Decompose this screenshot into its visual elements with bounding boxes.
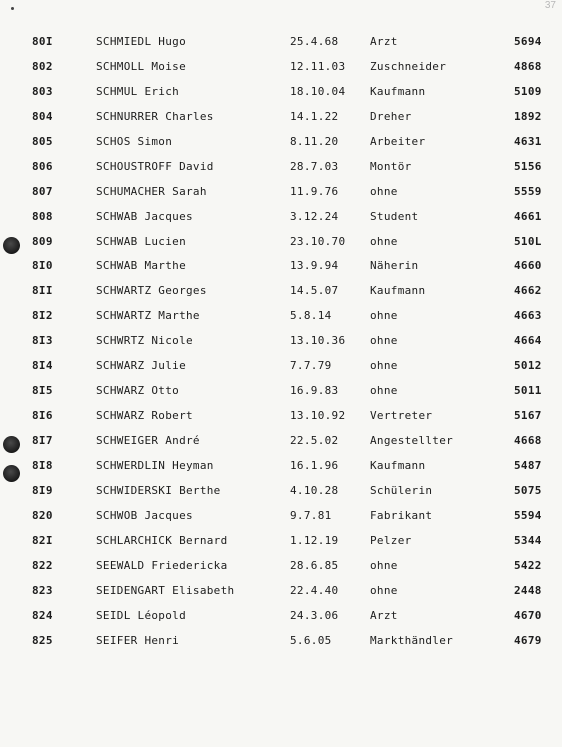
roster-row [0,106,562,131]
person-name: SCHWARZ Julie [96,359,186,373]
birth-date: 8.11.20 [290,134,339,148]
roster-row [0,156,562,181]
roster-row [0,505,562,530]
entry-number: 820 [32,508,53,522]
reference-code: 5012 [514,359,542,373]
birth-date: 9.7.81 [290,508,332,522]
reference-code: 4663 [514,309,542,323]
roster-row [0,355,562,380]
roster-row [0,530,562,555]
occupation: Arzt [370,35,398,48]
birth-date: 3.12.24 [290,209,339,223]
occupation: Vertreter [370,409,433,423]
birth-date: 22.4.40 [290,583,339,597]
reference-code: 4661 [514,209,542,223]
occupation: ohne [370,334,398,348]
roster-row [0,405,562,430]
person-name: SCHLARCHICK Bernard [96,533,228,547]
occupation: ohne [370,558,398,572]
reference-code: 4868 [514,59,542,73]
birth-date: 5.6.05 [290,633,332,647]
occupation: Student [370,209,419,223]
person-name: SCHWIDERSKI Berthe [96,483,221,497]
entry-number: 822 [32,558,53,572]
entry-number: 823 [32,583,53,597]
person-name: SCHWRTZ Nicole [96,334,193,348]
roster-row [0,380,562,405]
person-name: SCHMOLL Moise [96,59,186,73]
entry-number: 802 [32,59,53,73]
reference-code: 4631 [514,134,542,148]
occupation: ohne [370,234,398,248]
person-name: SCHUMACHER Sarah [96,184,207,198]
roster-row [0,181,562,206]
roster-row [0,206,562,231]
entry-number: 825 [32,633,53,647]
occupation: ohne [370,359,398,373]
entry-number: 809 [32,234,53,248]
roster-row [0,555,562,580]
birth-date: 23.10.70 [290,234,346,248]
birth-date: 14.5.07 [290,284,339,298]
birth-date: 13.10.36 [290,334,346,348]
roster-row [0,480,562,505]
occupation: Arbeiter [370,134,426,148]
roster-row [0,630,562,655]
person-name: SCHWARZ Robert [96,409,193,423]
reference-code: 5344 [514,533,542,547]
roster-row [0,305,562,330]
occupation: Kaufmann [370,284,426,298]
person-name: SCHWARZ Otto [96,384,180,398]
person-name: SCHWAB Jacques [96,209,193,223]
entry-number: 8I4 [32,359,53,373]
roster-row [0,430,562,455]
person-name: SEIDL Léopold [96,608,186,622]
reference-code: 1892 [514,109,542,123]
entry-number: 8I5 [32,384,53,398]
occupation: Pelzer [370,533,412,547]
birth-date: 13.10.92 [290,409,346,423]
occupation: ohne [370,184,398,198]
reference-code: 5156 [514,159,542,173]
roster-row [0,255,562,280]
occupation: Fabrikant [370,508,433,522]
occupation: Montör [370,159,412,173]
person-name: SCHWOB Jacques [96,508,193,522]
entry-number: 807 [32,184,53,198]
occupation: Markthändler [370,633,454,647]
person-name: SCHWEIGER André [96,434,200,447]
reference-code: 5011 [514,384,542,398]
person-name: SCHOUSTROFF David [96,159,214,173]
entry-number: 805 [32,134,53,148]
birth-date: 16.9.83 [290,384,339,398]
entry-number: 8I0 [32,259,53,273]
person-name: SCHWAB Lucien [96,234,186,248]
reference-code: 4668 [514,434,542,447]
birth-date: 7.7.79 [290,359,332,373]
birth-date: 28.7.03 [290,159,339,173]
occupation: ohne [370,583,398,597]
birth-date: 18.10.04 [290,84,346,98]
birth-date: 14.1.22 [290,109,339,123]
occupation: ohne [370,384,398,398]
birth-date: 11.9.76 [290,184,339,198]
reference-code: 4679 [514,633,542,647]
person-name: SCHWERDLIN Heyman [96,458,214,472]
birth-date: 28.6.85 [290,558,339,572]
reference-code: 4670 [514,608,542,622]
reference-code: 5167 [514,409,542,423]
person-name: SEIDENGART Elisabeth [96,583,235,597]
person-name: SCHWARTZ Georges [96,284,207,298]
roster-row [0,280,562,305]
roster-row [0,231,562,256]
entry-number: 803 [32,84,53,98]
corner-annotation: 37 [544,0,556,11]
reference-code: 2448 [514,583,542,597]
entry-number: 8II [32,284,53,298]
person-name: SCHWARTZ Marthe [96,309,200,323]
occupation: ohne [370,309,398,323]
occupation: Näherin [370,259,419,273]
birth-date: 24.3.06 [290,608,339,622]
reference-code: 510L [514,234,542,248]
entry-number: 808 [32,209,53,223]
person-name: SEEWALD Friedericka [96,558,228,572]
reference-code: 4662 [514,284,542,298]
occupation: Zuschneider [370,59,447,73]
birth-date: 5.8.14 [290,309,332,323]
person-name: SEIFER Henri [96,633,180,647]
roster-row [0,131,562,156]
roster-row [0,31,562,56]
occupation: Kaufmann [370,458,426,472]
reference-code: 5422 [514,558,542,572]
occupation: Dreher [370,109,412,123]
reference-code: 5487 [514,458,542,472]
roster-row [0,580,562,605]
birth-date: 4.10.28 [290,483,339,497]
entry-number: 824 [32,608,53,622]
reference-code: 5109 [514,84,542,98]
person-name: SCHMUL Erich [96,84,180,98]
entry-number: 8I3 [32,334,53,348]
entry-number: 8I8 [32,458,53,472]
person-name: SCHNURRER Charles [96,109,214,123]
birth-date: 22.5.02 [290,434,339,447]
person-name: SCHOS Simon [96,134,173,148]
person-name: SCHWAB Marthe [96,259,186,273]
birth-date: 13.9.94 [290,259,339,273]
entry-number: 8I6 [32,409,53,423]
reference-code: 5594 [514,508,542,522]
reference-code: 5075 [514,483,542,497]
entry-number: 80I [32,35,53,48]
roster-row [0,56,562,81]
reference-code: 5694 [514,35,542,48]
occupation: Angestellter [370,434,454,447]
reference-code: 4664 [514,334,542,348]
ink-mark [11,7,14,10]
birth-date: 25.4.68 [290,35,339,48]
roster-row [0,455,562,480]
entry-number: 82I [32,533,53,547]
entry-number: 8I7 [32,434,53,447]
occupation: Schülerin [370,483,433,497]
reference-code: 5559 [514,184,542,198]
roster-row [0,81,562,106]
birth-date: 16.1.96 [290,458,339,472]
person-name: SCHMIEDL Hugo [96,35,186,48]
reference-code: 4660 [514,259,542,273]
entry-number: 8I2 [32,309,53,323]
occupation: Arzt [370,608,398,622]
roster-list [0,31,562,654]
birth-date: 1.12.19 [290,533,339,547]
entry-number: 806 [32,159,53,173]
entry-number: 804 [32,109,53,123]
roster-row [0,605,562,630]
occupation: Kaufmann [370,84,426,98]
roster-row [0,330,562,355]
entry-number: 8I9 [32,483,53,497]
birth-date: 12.11.03 [290,59,346,73]
